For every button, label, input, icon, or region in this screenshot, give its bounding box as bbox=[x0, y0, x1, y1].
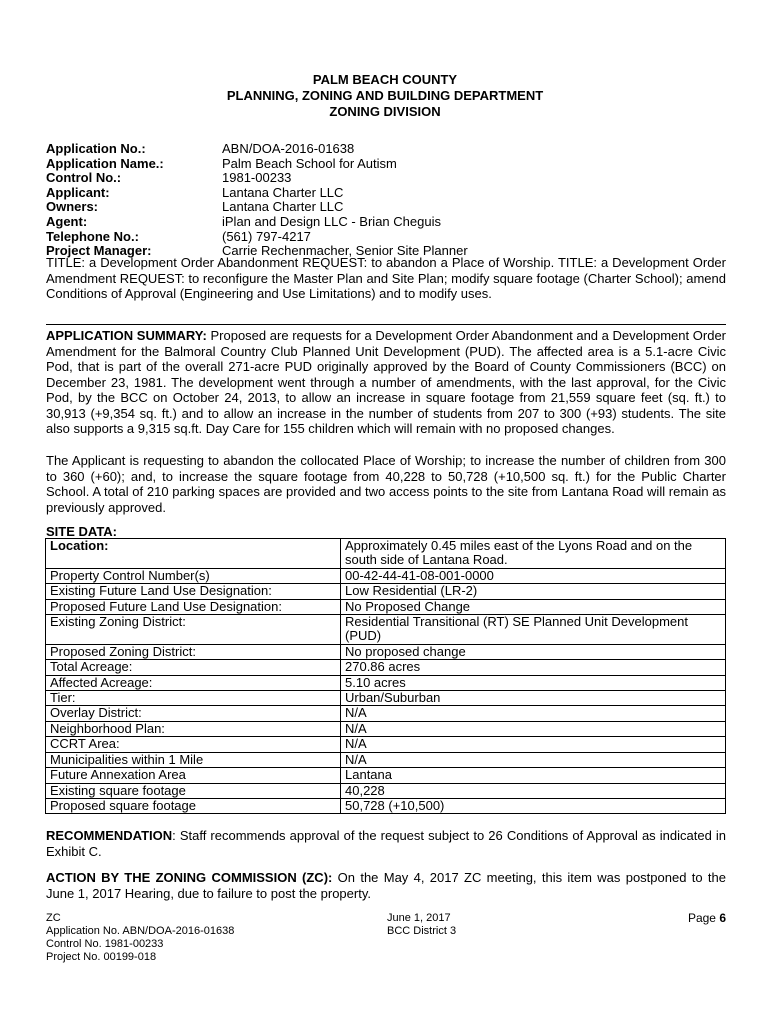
site-data-value: Low Residential (LR-2) bbox=[341, 584, 726, 599]
site-data-row bbox=[46, 584, 726, 599]
site-data-row bbox=[46, 798, 726, 813]
site-data-row bbox=[46, 539, 726, 569]
site-data-row bbox=[46, 660, 726, 675]
site-data-value: N/A bbox=[341, 737, 726, 752]
action-label: ACTION BY THE ZONING COMMISSION (ZC): bbox=[46, 870, 333, 885]
footer-middle bbox=[387, 912, 456, 938]
meta-value: iPlan and Design LLC - Brian Cheguis bbox=[222, 213, 441, 229]
footer-line: ZC bbox=[46, 912, 61, 924]
site-data-label: Location: bbox=[46, 539, 341, 569]
request-title: TITLE: a Development Order Abandonment REQUEST: to abandon a Place of Worship. TITLE: a Development Order Amendment REQUEST: to reconfigure the Master Plan and Site Plan; modify square footage (Charter School); amend Conditions of Approval (Engineering and Use Limitations) and to modify uses. bbox=[46, 255, 726, 301]
document-header bbox=[0, 72, 770, 120]
site-data-row bbox=[46, 599, 726, 614]
site-data-value: No Proposed Change bbox=[341, 599, 726, 614]
site-data-row bbox=[46, 568, 726, 583]
site-data-label: Proposed Future Land Use Designation: bbox=[46, 599, 341, 614]
action-text: On the May 4, 2017 ZC meeting, this item was postponed to the June 1, 2017 Hearing, due to failure to post the property. bbox=[46, 870, 726, 901]
site-data-label: Affected Acreage: bbox=[46, 675, 341, 690]
meta-row bbox=[46, 142, 726, 157]
header-county: PALM BEACH COUNTY bbox=[312, 72, 458, 87]
site-data-label: Neighborhood Plan: bbox=[46, 721, 341, 736]
application-summary bbox=[46, 328, 726, 437]
site-data-label: Property Control Number(s) bbox=[46, 568, 341, 583]
summary-label: APPLICATION SUMMARY: bbox=[46, 328, 207, 343]
site-data-row bbox=[46, 737, 726, 752]
site-data-value: Approximately 0.45 miles east of the Lyons Road and on the south side of Lantana Road. bbox=[341, 539, 726, 569]
site-data-label: Overlay District: bbox=[46, 706, 341, 721]
meta-value: Carrie Rechenmacher, Senior Site Planner bbox=[222, 243, 468, 259]
site-data-label: Proposed square footage bbox=[46, 798, 341, 813]
meta-row bbox=[46, 200, 726, 215]
site-data-value: N/A bbox=[341, 752, 726, 767]
application-info bbox=[46, 142, 726, 259]
recommendation-text: : Staff recommends approval of the request subject to 26 Conditions of Approval as indicated in Exhibit C. bbox=[46, 828, 726, 859]
site-data-label: Total Acreage: bbox=[46, 660, 341, 675]
site-data-table bbox=[45, 538, 726, 814]
recommendation bbox=[46, 828, 726, 859]
footer-line: Project No. 00199-018 bbox=[46, 951, 157, 963]
recommendation-label: RECOMMENDATION bbox=[46, 828, 173, 843]
site-data-row bbox=[46, 752, 726, 767]
meta-label: Application No.: bbox=[46, 141, 146, 156]
meta-label: Project Manager: bbox=[46, 243, 152, 259]
site-data-label: Proposed Zoning District: bbox=[46, 644, 341, 659]
meta-value: 1981-00233 bbox=[222, 170, 292, 186]
meta-label: Owners: bbox=[46, 199, 99, 215]
page-label: Page bbox=[687, 911, 720, 925]
meta-row bbox=[46, 186, 726, 201]
site-data-row bbox=[46, 721, 726, 736]
meta-label: Application Name.: bbox=[46, 155, 164, 171]
summary-text: Proposed are requests for a Development Order Abandonment and a Development Order Amendment for the Balmoral Country Club Planned Unit Development (PUD). The affected area is a 5.1-acre Civic Pod, that is part of the overall 271-acre PUD originally approved by the Board of County Commissioners (BCC) on December 23, 1981. The development went through a number of amendments, with the last approval, for the Civic Pod, by the BCC on October 24, 2013, to allow an increase in square footage from 21,559 square feet (sq. ft.) to 30,913 (+9,354 sq. ft.) and to allow an increase in the number of students from 207 to 300 (+93) students. The site also supports a 9,315 sq.ft. Day Care for 155 children which will remain with no proposed changes. bbox=[46, 328, 726, 436]
footer-line: Control No. 1981-00233 bbox=[46, 938, 164, 950]
site-data-value: N/A bbox=[341, 721, 726, 736]
meta-row bbox=[46, 171, 726, 186]
meta-value: (561) 797-4217 bbox=[222, 228, 311, 244]
site-data-value: Residential Transitional (RT) SE Planned Unit Development (PUD) bbox=[341, 615, 726, 645]
site-data-value: Lantana bbox=[341, 768, 726, 783]
site-data-row bbox=[46, 615, 726, 645]
meta-value: Lantana Charter LLC bbox=[222, 199, 344, 215]
site-data-row bbox=[46, 691, 726, 706]
site-data-row bbox=[46, 644, 726, 659]
page-number bbox=[688, 912, 726, 925]
header-division: ZONING DIVISION bbox=[329, 104, 441, 119]
site-data-label: Future Annexation Area bbox=[46, 768, 341, 783]
site-data-label: CCRT Area: bbox=[46, 737, 341, 752]
applicant-request-paragraph: The Applicant is requesting to abandon the collocated Place of Worship; to increase the number of children from 300 to 360 (+60); and, to increase the square footage from 40,228 to 50,728 (+10,500 sq. ft.) for the Public Charter School. A total of 210 parking spaces are provided and two access points to the site from Lantana Road will remain as previously approved. bbox=[46, 453, 726, 515]
footer-left bbox=[46, 912, 234, 964]
meta-value: ABN/DOA-2016-01638 bbox=[222, 141, 355, 156]
site-data-row bbox=[46, 675, 726, 690]
footer-district: BCC District 3 bbox=[387, 925, 457, 937]
site-data-value: 00-42-44-41-08-001-0000 bbox=[341, 568, 726, 583]
site-data-row bbox=[46, 783, 726, 798]
site-data-label: Existing square footage bbox=[46, 783, 341, 798]
site-data-value: 5.10 acres bbox=[341, 675, 726, 690]
site-data-row bbox=[46, 706, 726, 721]
site-data-row bbox=[46, 768, 726, 783]
site-data-label: Existing Zoning District: bbox=[46, 615, 341, 645]
site-data-value: 50,728 (+10,500) bbox=[341, 798, 726, 813]
meta-value: Lantana Charter LLC bbox=[222, 184, 344, 200]
meta-label: Telephone No.: bbox=[46, 228, 139, 244]
site-data-value: No proposed change bbox=[341, 644, 726, 659]
site-data-title: SITE DATA: bbox=[46, 524, 118, 539]
meta-row bbox=[46, 157, 726, 172]
site-data-label: Tier: bbox=[46, 691, 341, 706]
meta-row bbox=[46, 215, 726, 230]
zoning-commission-action bbox=[46, 870, 726, 901]
header-department: PLANNING, ZONING AND BUILDING DEPARTMENT bbox=[226, 88, 544, 103]
meta-label: Agent: bbox=[46, 213, 88, 229]
site-data-label: Municipalities within 1 Mile bbox=[46, 752, 341, 767]
site-data-value: Urban/Suburban bbox=[341, 691, 726, 706]
footer-line: Application No. ABN/DOA-2016-01638 bbox=[46, 925, 235, 937]
meta-label: Control No.: bbox=[46, 170, 122, 186]
footer-date: June 1, 2017 bbox=[387, 912, 451, 924]
meta-value: Palm Beach School for Autism bbox=[222, 155, 397, 171]
site-data-value: 40,228 bbox=[341, 783, 726, 798]
meta-row bbox=[46, 230, 726, 245]
site-data-value: 270.86 acres bbox=[341, 660, 726, 675]
meta-label: Applicant: bbox=[46, 184, 110, 200]
site-data-label: Existing Future Land Use Designation: bbox=[46, 584, 341, 599]
site-data-value: N/A bbox=[341, 706, 726, 721]
page-number-value: 6 bbox=[719, 911, 726, 925]
section-divider bbox=[46, 324, 726, 325]
